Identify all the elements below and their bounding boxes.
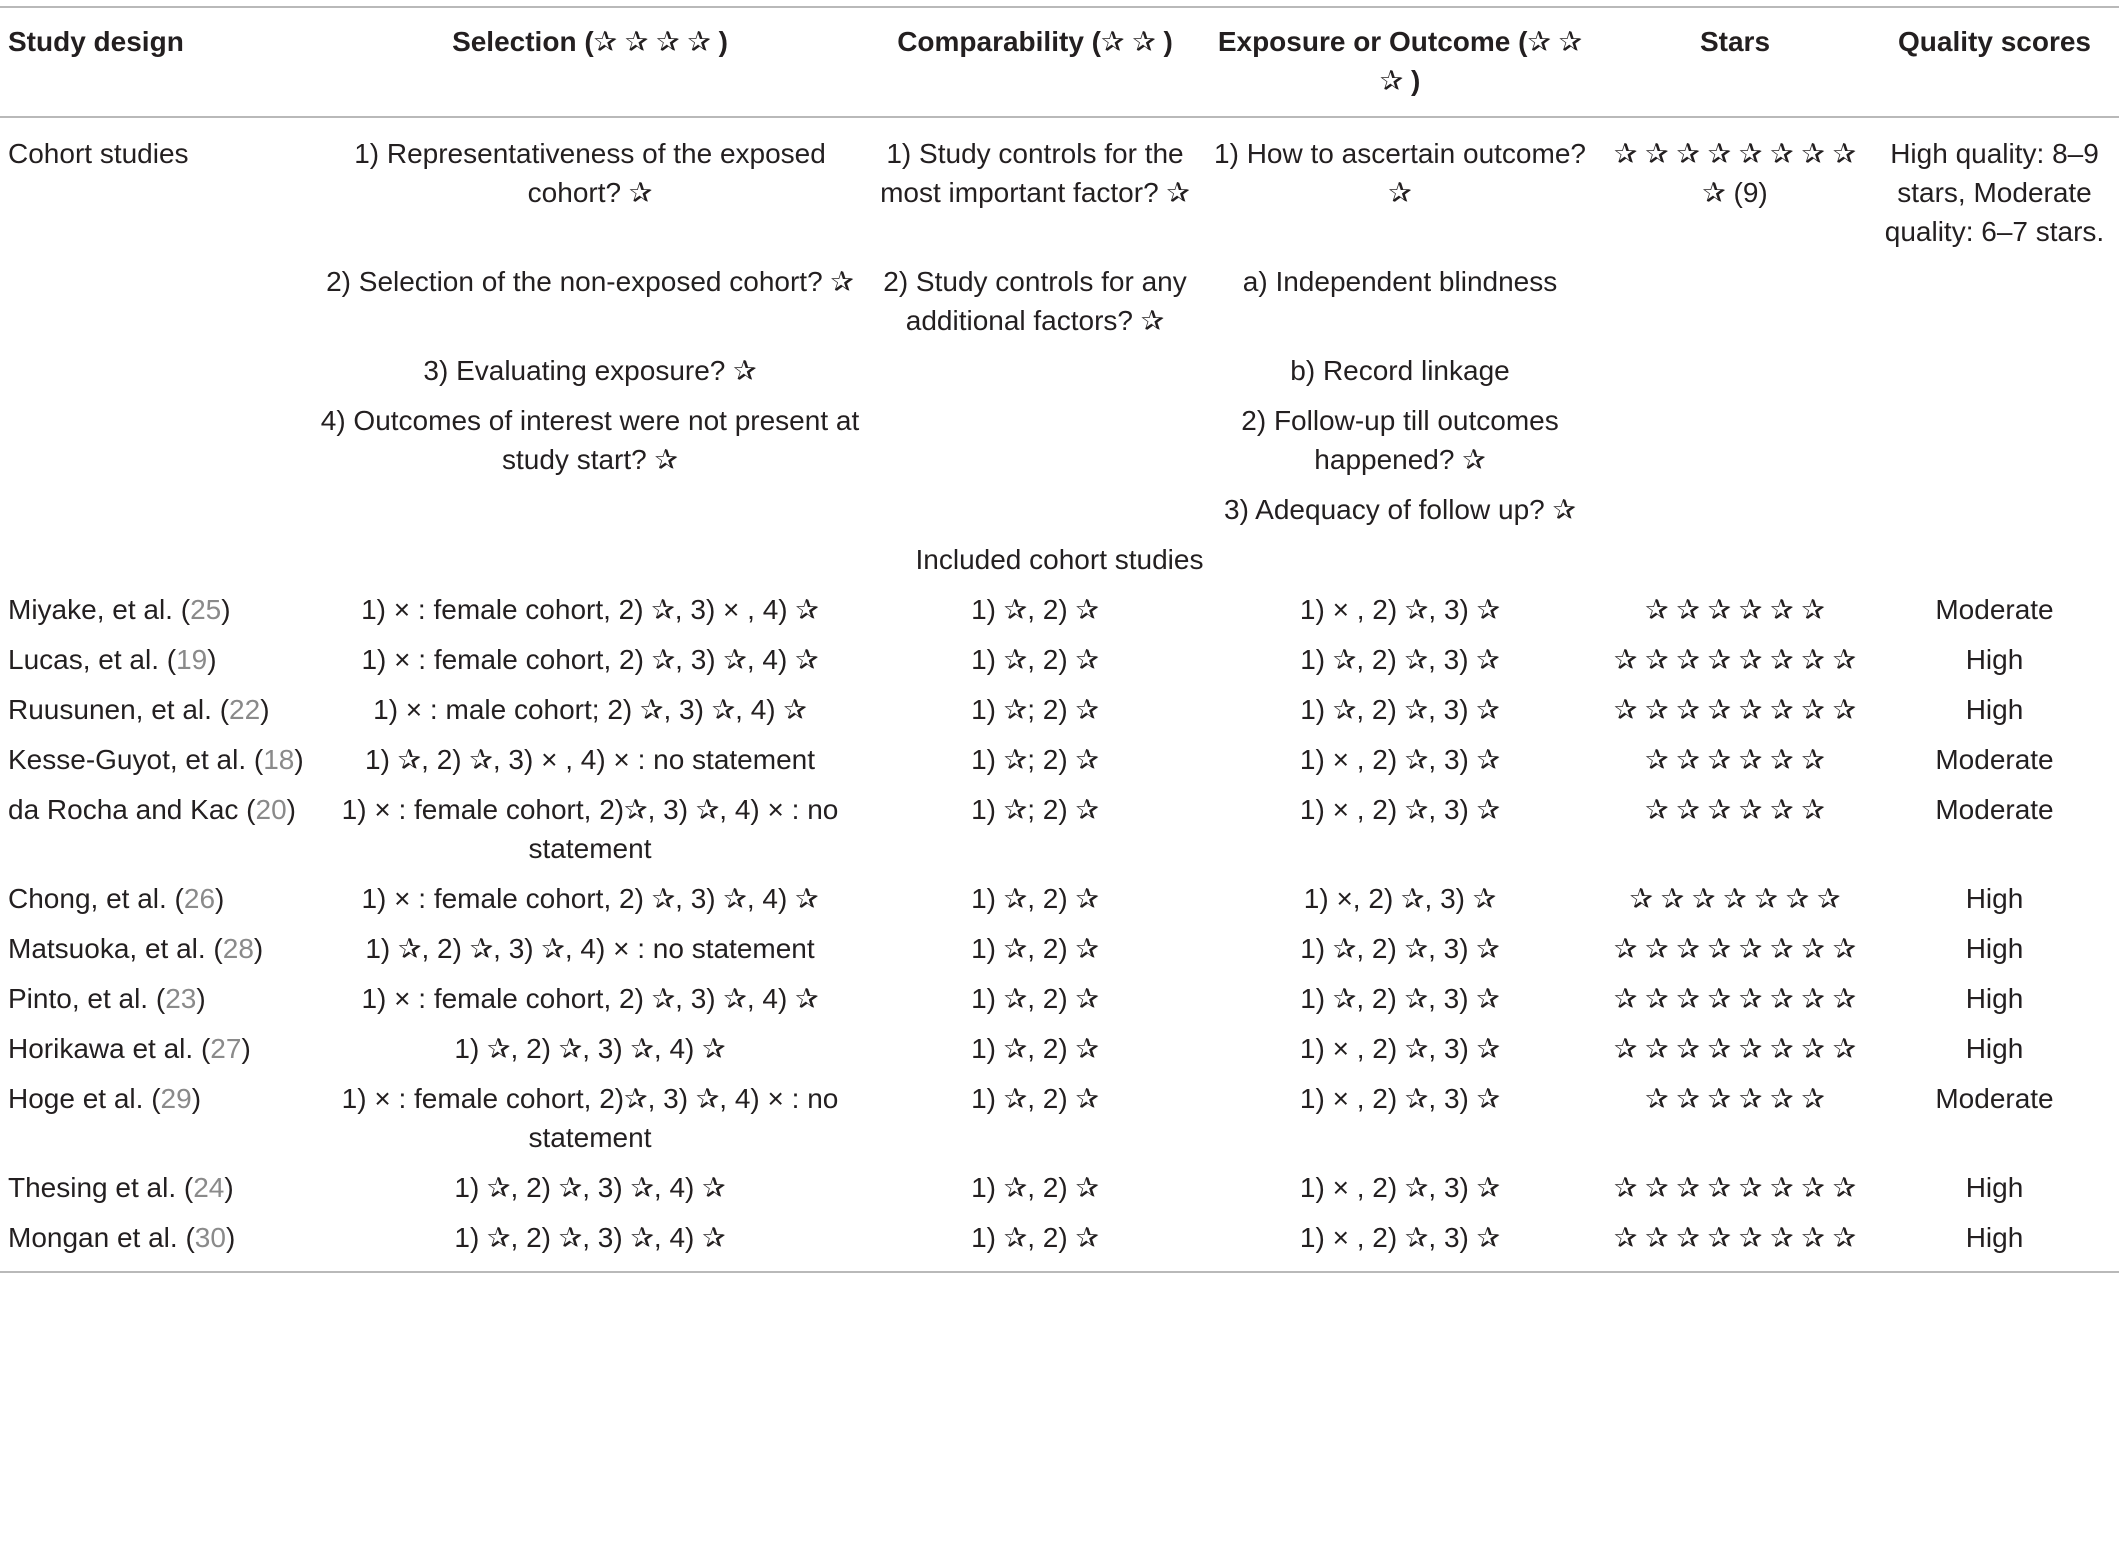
study-row: [0, 976, 2119, 1026]
study-stars: ✰ ✰ ✰ ✰ ✰ ✰: [1645, 744, 1825, 775]
reference-close: ): [191, 1083, 202, 1114]
criteria-exposure: b) Record linkage: [1290, 355, 1510, 386]
criteria-exposure: 2) Follow-up till outcomes happened? ✰: [1241, 405, 1559, 475]
study-name: [0, 976, 310, 1026]
header-stars: Stars: [1699, 26, 1771, 57]
reference-number[interactable]: 18: [263, 744, 295, 775]
reference-close: ): [207, 644, 217, 675]
study-stars: ✰ ✰ ✰ ✰ ✰ ✰: [1645, 794, 1825, 825]
study-selection: 1) × : female cohort, 2) ✰, 3) ✰, 4) ✰: [361, 644, 819, 675]
reference-number[interactable]: 27: [210, 1033, 242, 1064]
study-row: [0, 687, 2119, 737]
study-stars: ✰ ✰ ✰ ✰ ✰ ✰: [1645, 1083, 1825, 1114]
study-name: [0, 687, 310, 737]
study-quality: Moderate: [1935, 794, 2054, 825]
study-comparability: 1) ✰, 2) ✰: [971, 1172, 1099, 1203]
study-comparability: 1) ✰, 2) ✰: [971, 594, 1099, 625]
study-exposure: 1) ✰, 2) ✰, 3) ✰: [1300, 933, 1500, 964]
study-name: [0, 637, 310, 687]
reference-close: ): [225, 1222, 236, 1253]
study-author: Miyake, et al. (: [8, 594, 191, 625]
reference-close: ): [286, 794, 296, 825]
study-author: Chong, et al. (: [8, 883, 184, 914]
study-comparability: 1) ✰, 2) ✰: [971, 1222, 1099, 1253]
study-author: Matsuoka, et al. (: [8, 933, 223, 964]
reference-close: ): [294, 744, 304, 775]
study-stars: ✰ ✰ ✰ ✰ ✰ ✰ ✰ ✰: [1613, 1222, 1857, 1253]
study-name: [0, 587, 310, 637]
header-quality-scores: Quality scores: [1898, 26, 2091, 57]
criteria-row: [0, 117, 2119, 259]
criteria-row: [0, 348, 2119, 398]
study-name: [0, 1076, 310, 1165]
study-exposure: 1) × , 2) ✰, 3) ✰: [1299, 594, 1501, 625]
study-row: [0, 876, 2119, 926]
reference-number[interactable]: 29: [160, 1083, 192, 1114]
study-exposure: 1) × , 2) ✰, 3) ✰: [1299, 1083, 1501, 1114]
header-exposure-outcome: Exposure or Outcome (✰ ✰ ✰ ): [1217, 26, 1583, 96]
study-comparability: 1) ✰; 2) ✰: [971, 744, 1099, 775]
study-exposure: 1) × , 2) ✰, 3) ✰: [1299, 794, 1501, 825]
study-author: da Rocha and Kac (: [8, 794, 256, 825]
criteria-design: Cohort studies: [8, 138, 189, 169]
study-name: [0, 1165, 310, 1215]
study-exposure: 1) × , 2) ✰, 3) ✰: [1299, 1172, 1501, 1203]
study-quality: High: [1965, 694, 2024, 725]
study-row: [0, 926, 2119, 976]
study-selection: 1) ✰, 2) ✰, 3) ✰, 4) ✰: [454, 1033, 726, 1064]
header-row: [0, 7, 2119, 117]
study-selection: 1) × : female cohort, 2) ✰, 3) ✰, 4) ✰: [361, 883, 819, 914]
study-comparability: 1) ✰; 2) ✰: [971, 694, 1099, 725]
header-study-design: Study design: [8, 26, 184, 57]
study-stars: ✰ ✰ ✰ ✰ ✰ ✰ ✰ ✰: [1613, 694, 1857, 725]
study-selection: 1) ✰, 2) ✰, 3) ✰, 4) ✰: [454, 1172, 726, 1203]
criteria-comparability: 2) Study controls for any additional factors? ✰: [883, 266, 1187, 336]
study-row: [0, 1165, 2119, 1215]
criteria-row: [0, 487, 2119, 537]
criteria-selection: 2) Selection of the non-exposed cohort? ✰: [326, 266, 854, 297]
study-selection: 1) ✰, 2) ✰, 3) ✰, 4) × : no statement: [365, 933, 815, 964]
study-row: [0, 587, 2119, 637]
criteria-exposure: 3) Adequacy of follow up? ✰: [1224, 494, 1576, 525]
reference-number[interactable]: 30: [194, 1222, 226, 1253]
reference-number[interactable]: 19: [176, 644, 208, 675]
reference-number[interactable]: 22: [229, 694, 261, 725]
study-selection: 1) ✰, 2) ✰, 3) × , 4) × : no statement: [365, 744, 815, 775]
criteria-row: [0, 259, 2119, 348]
study-stars: ✰ ✰ ✰ ✰ ✰ ✰ ✰ ✰: [1613, 1172, 1857, 1203]
included-section-row: [0, 537, 2119, 587]
study-selection: 1) × : female cohort, 2)✰, 3) ✰, 4) × : no statement: [341, 794, 839, 864]
study-exposure: 1) ×, 2) ✰, 3) ✰: [1303, 883, 1497, 914]
study-selection: 1) × : male cohort; 2) ✰, 3) ✰, 4) ✰: [373, 694, 807, 725]
study-selection: 1) × : female cohort, 2)✰, 3) ✰, 4) × : no statement: [341, 1083, 839, 1153]
study-comparability: 1) ✰, 2) ✰: [971, 883, 1099, 914]
study-name: [0, 1215, 310, 1272]
study-rows: [0, 587, 2119, 1272]
study-row: [0, 737, 2119, 787]
study-exposure: 1) × , 2) ✰, 3) ✰: [1299, 1033, 1501, 1064]
reference-number[interactable]: 25: [190, 594, 222, 625]
criteria-stars: ✰ ✰ ✰ ✰ ✰ ✰ ✰ ✰ ✰ (9): [1613, 138, 1857, 208]
study-row: [0, 787, 2119, 876]
study-selection: 1) ✰, 2) ✰, 3) ✰, 4) ✰: [454, 1222, 726, 1253]
study-quality: Moderate: [1935, 1083, 2054, 1114]
reference-close: ): [241, 1033, 251, 1064]
study-quality: Moderate: [1935, 594, 2054, 625]
study-author: Hoge et al. (: [8, 1083, 161, 1114]
study-name: [0, 876, 310, 926]
study-row: [0, 1215, 2119, 1272]
study-exposure: 1) ✰, 2) ✰, 3) ✰: [1300, 644, 1500, 675]
nos-quality-table: [0, 6, 2119, 1273]
criteria-row: [0, 398, 2119, 487]
study-author: Thesing et al. (: [8, 1172, 194, 1203]
study-stars: ✰ ✰ ✰ ✰ ✰ ✰ ✰ ✰: [1613, 933, 1857, 964]
reference-close: ): [253, 933, 264, 964]
study-quality: High: [1965, 1033, 2024, 1064]
study-name: [0, 926, 310, 976]
reference-number[interactable]: 26: [183, 883, 216, 914]
reference-number[interactable]: 24: [193, 1172, 225, 1203]
study-quality: High: [1965, 983, 2024, 1014]
study-selection: 1) × : female cohort, 2) ✰, 3) ✰, 4) ✰: [361, 983, 819, 1014]
study-name: [0, 787, 310, 876]
study-author: Kesse-Guyot, et al. (: [8, 744, 264, 775]
study-author: Lucas, et al. (: [8, 644, 177, 675]
study-name: [0, 737, 310, 787]
study-author: Mongan et al. (: [8, 1222, 195, 1253]
study-author: Horikawa et al. (: [8, 1033, 211, 1064]
study-comparability: 1) ✰, 2) ✰: [971, 1033, 1099, 1064]
study-comparability: 1) ✰; 2) ✰: [971, 794, 1099, 825]
study-comparability: 1) ✰, 2) ✰: [971, 644, 1099, 675]
study-exposure: 1) ✰, 2) ✰, 3) ✰: [1300, 694, 1500, 725]
reference-close: ): [260, 694, 270, 725]
study-comparability: 1) ✰, 2) ✰: [971, 1083, 1099, 1114]
header-comparability: Comparability (✰ ✰ ): [897, 26, 1173, 57]
study-quality: High: [1965, 933, 2024, 964]
study-quality: High: [1965, 1222, 2024, 1253]
study-stars: ✰ ✰ ✰ ✰ ✰ ✰ ✰: [1629, 883, 1841, 914]
criteria-exposure: 1) How to ascertain outcome? ✰: [1214, 138, 1586, 208]
study-stars: ✰ ✰ ✰ ✰ ✰ ✰ ✰ ✰: [1613, 644, 1857, 675]
criteria-comparability: 1) Study controls for the most important factor? ✰: [880, 138, 1190, 208]
study-exposure: 1) × , 2) ✰, 3) ✰: [1299, 1222, 1501, 1253]
study-name: [0, 1026, 310, 1076]
reference-number[interactable]: 28: [222, 933, 254, 964]
study-row: [0, 637, 2119, 687]
reference-close: ): [196, 983, 206, 1014]
study-author: Ruusunen, et al. (: [8, 694, 230, 725]
study-selection: 1) × : female cohort, 2) ✰, 3) × , 4) ✰: [361, 594, 819, 625]
study-row: [0, 1026, 2119, 1076]
reference-close: ): [224, 1172, 234, 1203]
study-stars: ✰ ✰ ✰ ✰ ✰ ✰ ✰ ✰: [1613, 983, 1857, 1014]
study-stars: ✰ ✰ ✰ ✰ ✰ ✰: [1645, 594, 1825, 625]
criteria-exposure: a) Independent blindness: [1242, 266, 1558, 297]
study-comparability: 1) ✰, 2) ✰: [971, 933, 1099, 964]
study-comparability: 1) ✰, 2) ✰: [971, 983, 1099, 1014]
criteria-selection: 4) Outcomes of interest were not present at study start? ✰: [320, 405, 860, 475]
criteria-selection: 1) Representativeness of the exposed cohort? ✰: [354, 138, 826, 208]
reference-close: ): [215, 883, 225, 914]
reference-number[interactable]: 20: [255, 794, 287, 825]
included-section-label: Included cohort studies: [915, 544, 1204, 575]
study-stars: ✰ ✰ ✰ ✰ ✰ ✰ ✰ ✰: [1613, 1033, 1857, 1064]
study-exposure: 1) ✰, 2) ✰, 3) ✰: [1300, 983, 1500, 1014]
criteria-quality: High quality: 8–9 stars, Moderate quality: 6–7 stars.: [1884, 138, 2105, 247]
study-row: [0, 1076, 2119, 1165]
header-selection: Selection (✰ ✰ ✰ ✰ ): [452, 26, 728, 57]
study-author: Pinto, et al. (: [8, 983, 166, 1014]
reference-close: ): [221, 594, 231, 625]
criteria-selection: 3) Evaluating exposure? ✰: [423, 355, 757, 386]
study-quality: High: [1965, 1172, 2024, 1203]
study-quality: High: [1965, 644, 2024, 675]
study-quality: Moderate: [1935, 744, 2054, 775]
reference-number[interactable]: 23: [165, 983, 197, 1014]
study-exposure: 1) × , 2) ✰, 3) ✰: [1299, 744, 1501, 775]
study-quality: High: [1965, 883, 2024, 914]
